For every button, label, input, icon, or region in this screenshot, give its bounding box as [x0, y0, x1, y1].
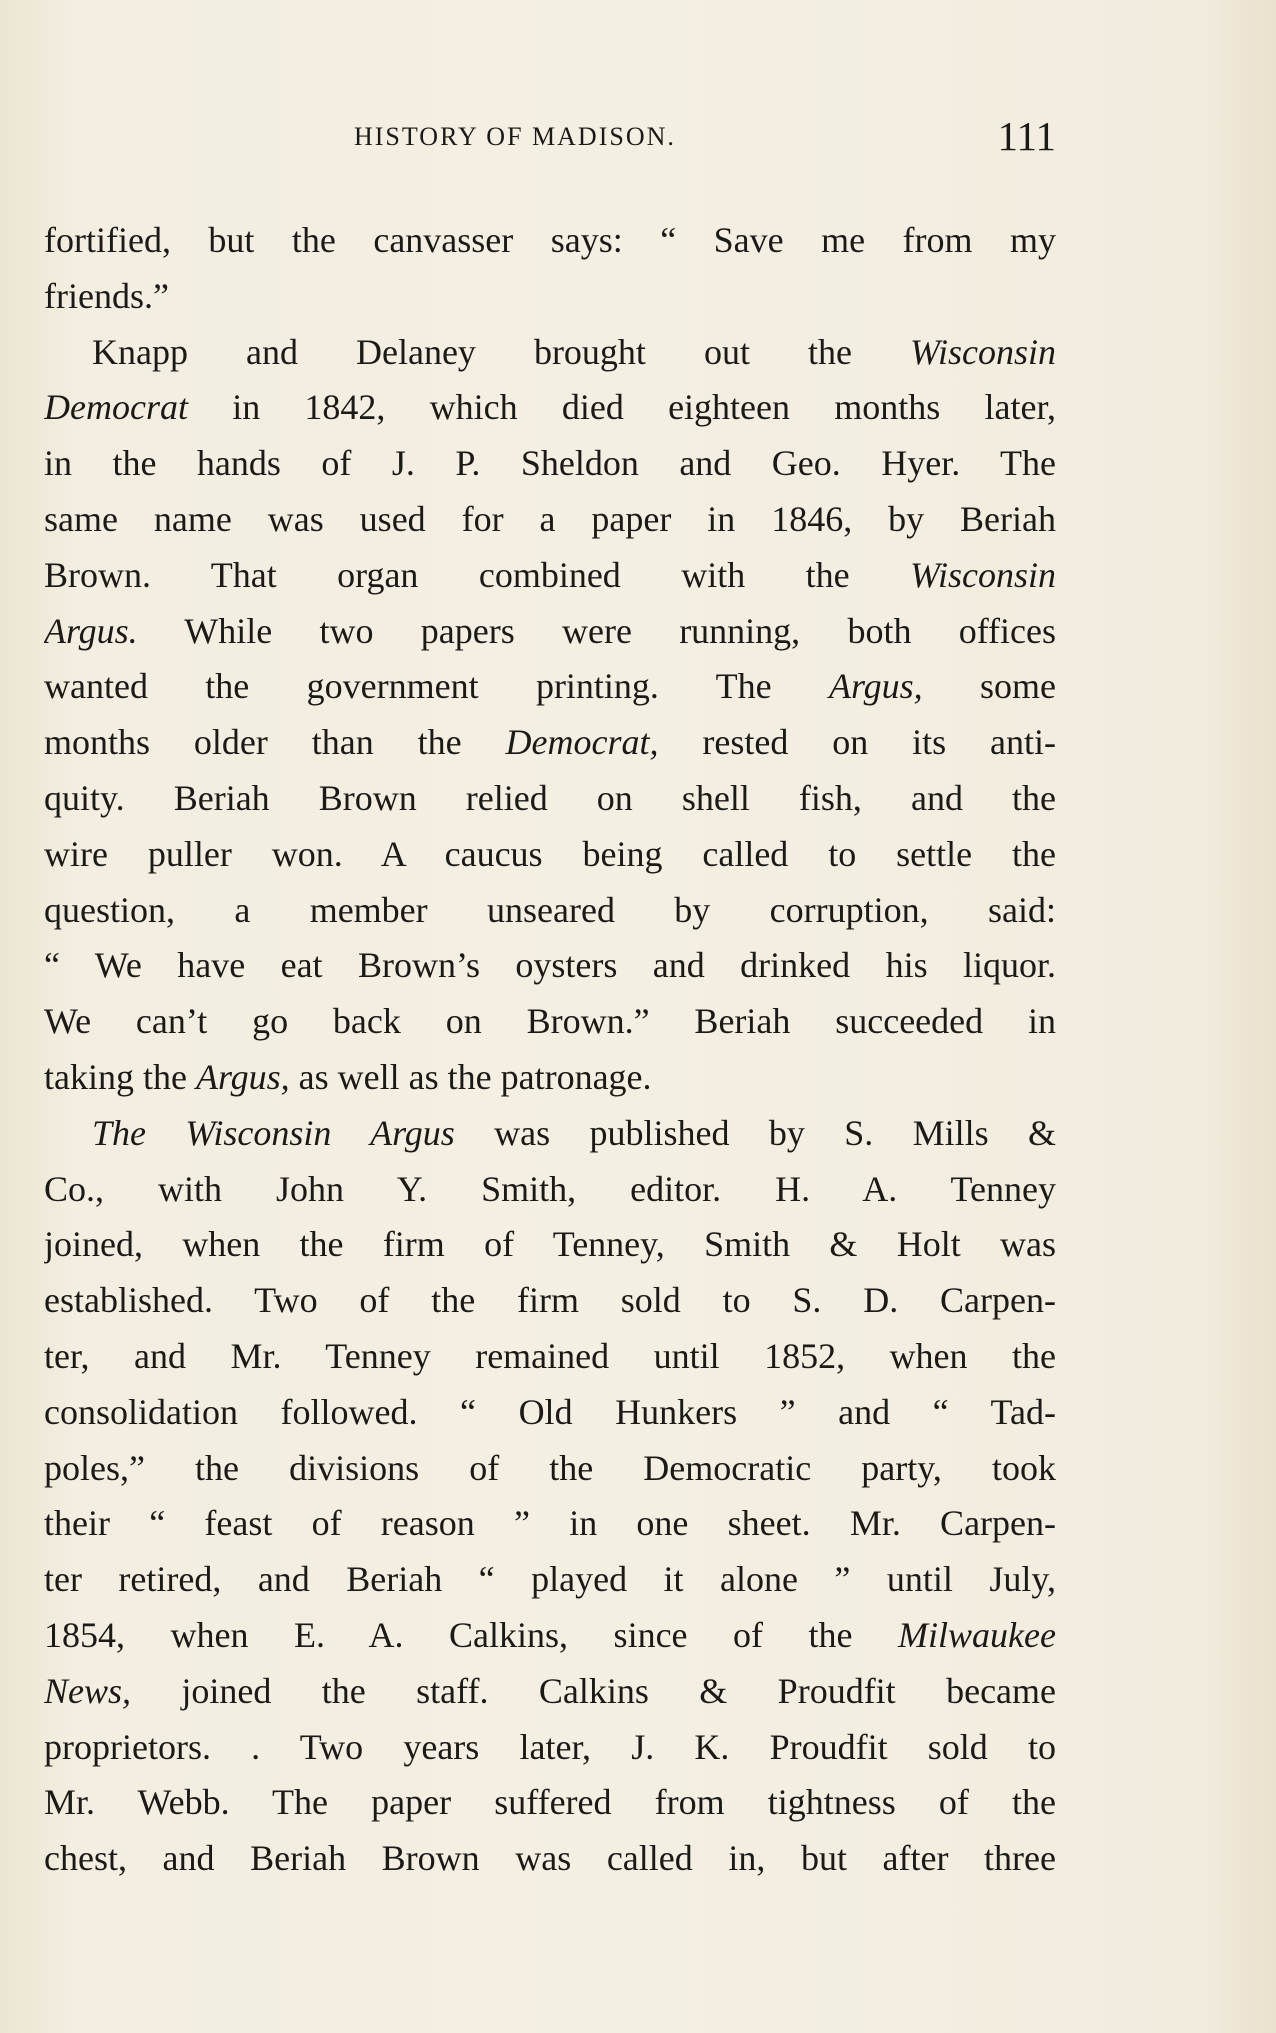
- text-line: [44, 1664, 1056, 1720]
- page-header: [44, 112, 1056, 168]
- text-line: [44, 548, 1056, 604]
- line-segment: in 1842, which died eighteen months later,: [187, 387, 1056, 428]
- text-line: ter retired, and Beriah “ played it alone ” until July,: [44, 1559, 1056, 1600]
- line-segment: Brown. That organ combined with the: [44, 554, 910, 595]
- text-line: friends.”: [44, 275, 169, 316]
- text-line: question, a member unseared by corruption, said:: [44, 889, 1056, 930]
- italic-title: Wisconsin: [909, 554, 1056, 595]
- italic-title: Argus,: [195, 1056, 290, 1097]
- text-line: fortified, but the canvasser says: “ Save me from my: [44, 220, 1056, 260]
- text-line: [44, 1608, 1056, 1664]
- text-line: in the hands of J. P. Sheldon and Geo. Hyer. The: [44, 443, 1056, 484]
- line-segment: some: [922, 666, 1056, 707]
- running-title: HISTORY OF MADISON.: [354, 122, 676, 151]
- line-segment: taking the: [44, 1056, 196, 1097]
- italic-title: Democrat,: [505, 722, 659, 763]
- text-line: their “ feast of reason ” in one sheet. Mr. Carpen-: [44, 1503, 1056, 1544]
- text-line: wire puller won. A caucus being called to settle the: [44, 833, 1056, 874]
- text-line: [44, 380, 1056, 436]
- italic-title: Argus.: [44, 610, 138, 651]
- italic-title: Milwaukee: [898, 1614, 1056, 1655]
- text-line: proprietors. . Two years later, J. K. Proudfit sold to: [44, 1726, 1056, 1767]
- text-line: [44, 659, 1056, 715]
- text-line: [44, 715, 1056, 771]
- line-segment: Knapp and Delaney brought out the: [92, 331, 910, 372]
- text-line: quity. Beriah Brown relied on shell fish, and the: [44, 777, 1056, 818]
- text-line: [44, 325, 1056, 381]
- text-line: We can’t go back on Brown.” Beriah succeeded in: [44, 1001, 1056, 1042]
- line-segment: as well as the patronage.: [289, 1056, 652, 1097]
- line-segment: was published by S. Mills &: [454, 1112, 1056, 1153]
- italic-title: The Wisconsin Argus: [92, 1112, 455, 1153]
- text-line: [44, 1106, 1056, 1162]
- text-line: “ We have eat Brown’s oysters and drinked his liquor.: [44, 945, 1056, 986]
- text-line: [44, 604, 1056, 660]
- text-line: poles,” the divisions of the Democratic party, took: [44, 1447, 1056, 1488]
- text-line: Mr. Webb. The paper suffered from tightness of the: [44, 1782, 1056, 1823]
- italic-title: Argus,: [828, 666, 923, 707]
- text-line: joined, when the firm of Tenney, Smith & Holt was: [44, 1224, 1056, 1265]
- text-line: Co., with John Y. Smith, editor. H. A. Tenney: [44, 1168, 1056, 1209]
- text-line: established. Two of the firm sold to S. D. Carpen-: [44, 1280, 1056, 1321]
- italic-title: Wisconsin: [909, 331, 1056, 372]
- line-segment: While two papers were running, both offices: [137, 610, 1056, 651]
- text-line: [44, 1050, 1056, 1106]
- text-line: consolidation followed. “ Old Hunkers ” and “ Tad-: [44, 1391, 1056, 1432]
- text-line: ter, and Mr. Tenney remained until 1852, when the: [44, 1335, 1056, 1376]
- italic-title: News,: [44, 1670, 132, 1711]
- line-segment: 1854, when E. A. Calkins, since of the: [44, 1614, 899, 1655]
- line-segment: rested on its anti-: [658, 722, 1056, 763]
- line-segment: wanted the government printing. The: [44, 666, 829, 707]
- text-line: chest, and Beriah Brown was called in, but after three: [44, 1838, 1056, 1879]
- page-number: 111: [997, 113, 1056, 159]
- line-segment: months older than the: [44, 722, 506, 763]
- text-line: same name was used for a paper in 1846, by Beriah: [44, 498, 1056, 539]
- body-text: [44, 213, 1056, 1887]
- italic-title: Democrat: [44, 387, 188, 428]
- line-segment: joined the staff. Calkins & Proudfit became: [131, 1670, 1056, 1711]
